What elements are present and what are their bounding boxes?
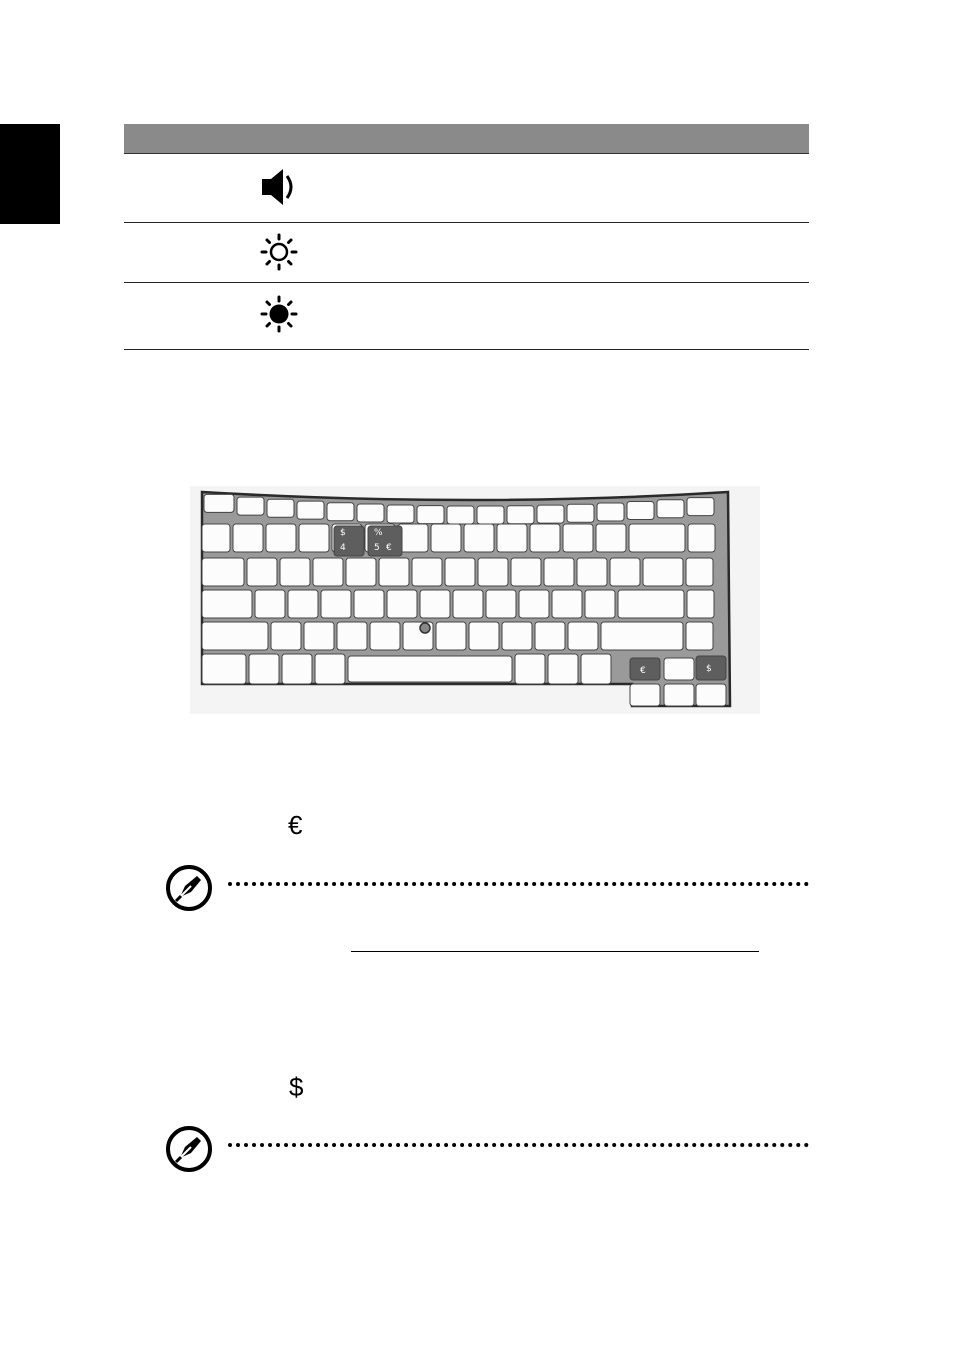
keyboard-key <box>664 658 694 680</box>
keyboard-key <box>629 524 685 552</box>
keyboard-key <box>552 590 582 618</box>
keyboard-key <box>266 524 296 552</box>
sun-outline-icon <box>260 233 298 271</box>
keyboard-key <box>627 502 654 520</box>
keyboard-illustration <box>190 486 760 714</box>
key-5-top-label: % <box>374 528 383 538</box>
keyboard-key <box>469 622 499 650</box>
keyboard-key <box>327 503 354 521</box>
hotkey-table <box>124 124 809 350</box>
keyboard-key <box>348 656 512 682</box>
keyboard-key <box>412 558 442 586</box>
key-5-euro-label: € <box>386 543 392 553</box>
keyboard-key <box>597 503 624 521</box>
keyboard-key <box>247 558 277 586</box>
keyboard-key <box>370 622 400 650</box>
key-4-bottom-label: 4 <box>340 543 346 553</box>
sun-filled-icon <box>260 295 298 333</box>
keyboard-key <box>581 654 611 684</box>
euro-symbol: € <box>288 810 303 840</box>
keyboard-key <box>202 622 268 650</box>
chapter-tab <box>0 124 60 224</box>
keyboard-key <box>577 558 607 586</box>
link-underline <box>351 951 759 952</box>
keyboard-key <box>477 506 504 524</box>
keyboard-key <box>315 654 345 684</box>
keyboard-key <box>548 654 578 684</box>
keyboard-key <box>233 524 263 552</box>
key-4-top-label: $ <box>340 528 346 538</box>
keyboard-key <box>537 505 564 523</box>
key-5-bottom-label: 5 <box>374 543 380 553</box>
keyboard-key <box>297 501 324 519</box>
keyboard-key <box>497 524 527 552</box>
keyboard-key <box>282 654 312 684</box>
keyboard-key <box>202 590 252 618</box>
keyboard-key <box>486 590 516 618</box>
keyboard-key <box>313 558 343 586</box>
keyboard-key <box>255 590 285 618</box>
keyboard-key <box>688 524 715 552</box>
keyboard-key <box>686 622 713 650</box>
keyboard-key <box>379 558 409 586</box>
keyboard-key <box>511 558 541 586</box>
keyboard-key <box>643 558 683 586</box>
keyboard-key <box>357 504 384 522</box>
keyboard-key <box>204 494 234 512</box>
keyboard-key <box>502 622 532 650</box>
keyboard-key <box>601 622 683 650</box>
keyboard-key <box>420 590 450 618</box>
keyboard-key <box>337 622 367 650</box>
keyboard-key <box>202 524 230 552</box>
keyboard-key <box>610 558 640 586</box>
keyboard-key <box>271 622 301 650</box>
keyboard-key <box>596 524 626 552</box>
keyboard-key <box>618 590 684 618</box>
keyboard-key <box>299 524 329 552</box>
euro-key-label: € <box>640 666 646 676</box>
keyboard-key <box>630 684 660 706</box>
keyboard-key <box>346 558 376 586</box>
keyboard-key <box>237 497 264 515</box>
keyboard-key <box>535 622 565 650</box>
pointing-stick <box>420 623 430 633</box>
table-row <box>124 283 809 350</box>
keyboard-key <box>515 654 545 684</box>
speaker-icon <box>260 168 300 206</box>
keyboard-key <box>280 558 310 586</box>
keyboard-key <box>431 524 461 552</box>
keyboard-key <box>544 558 574 586</box>
keyboard-key <box>687 590 714 618</box>
keyboard-key <box>464 524 494 552</box>
table-row <box>124 154 809 223</box>
note-divider <box>228 882 809 886</box>
keyboard-key <box>417 506 444 524</box>
dollar-symbol: $ <box>289 1072 304 1102</box>
keyboard-key <box>321 590 351 618</box>
keyboard-key <box>585 590 615 618</box>
keyboard-key <box>304 622 334 650</box>
note-divider <box>228 1143 809 1147</box>
keyboard-key <box>334 526 364 556</box>
keyboard-key <box>664 684 694 706</box>
table-header <box>124 124 809 154</box>
keyboard-key <box>436 622 466 650</box>
keyboard-key <box>202 558 244 586</box>
keyboard-key <box>563 524 593 552</box>
dollar-key-label: $ <box>706 664 712 674</box>
keyboard-key <box>288 590 318 618</box>
keyboard-key <box>530 524 560 552</box>
keyboard-key <box>686 558 713 586</box>
keyboard-key <box>267 499 294 517</box>
table-row <box>124 223 809 283</box>
keyboard-key <box>507 506 534 524</box>
pen-note-icon <box>165 864 213 912</box>
keyboard-key <box>687 498 714 516</box>
keyboard-key <box>387 505 414 523</box>
keyboard-key <box>445 558 475 586</box>
keyboard-key <box>453 590 483 618</box>
keyboard-key <box>447 506 474 524</box>
keyboard-key <box>354 590 384 618</box>
keyboard-key <box>568 622 598 650</box>
keyboard-key <box>567 504 594 522</box>
keyboard-key <box>202 654 246 684</box>
keyboard-key <box>249 654 279 684</box>
keyboard-key <box>696 684 726 706</box>
keyboard-key <box>519 590 549 618</box>
keyboard-key <box>478 558 508 586</box>
pen-note-icon <box>165 1125 213 1173</box>
keyboard-key <box>387 590 417 618</box>
keyboard-key <box>657 500 684 518</box>
